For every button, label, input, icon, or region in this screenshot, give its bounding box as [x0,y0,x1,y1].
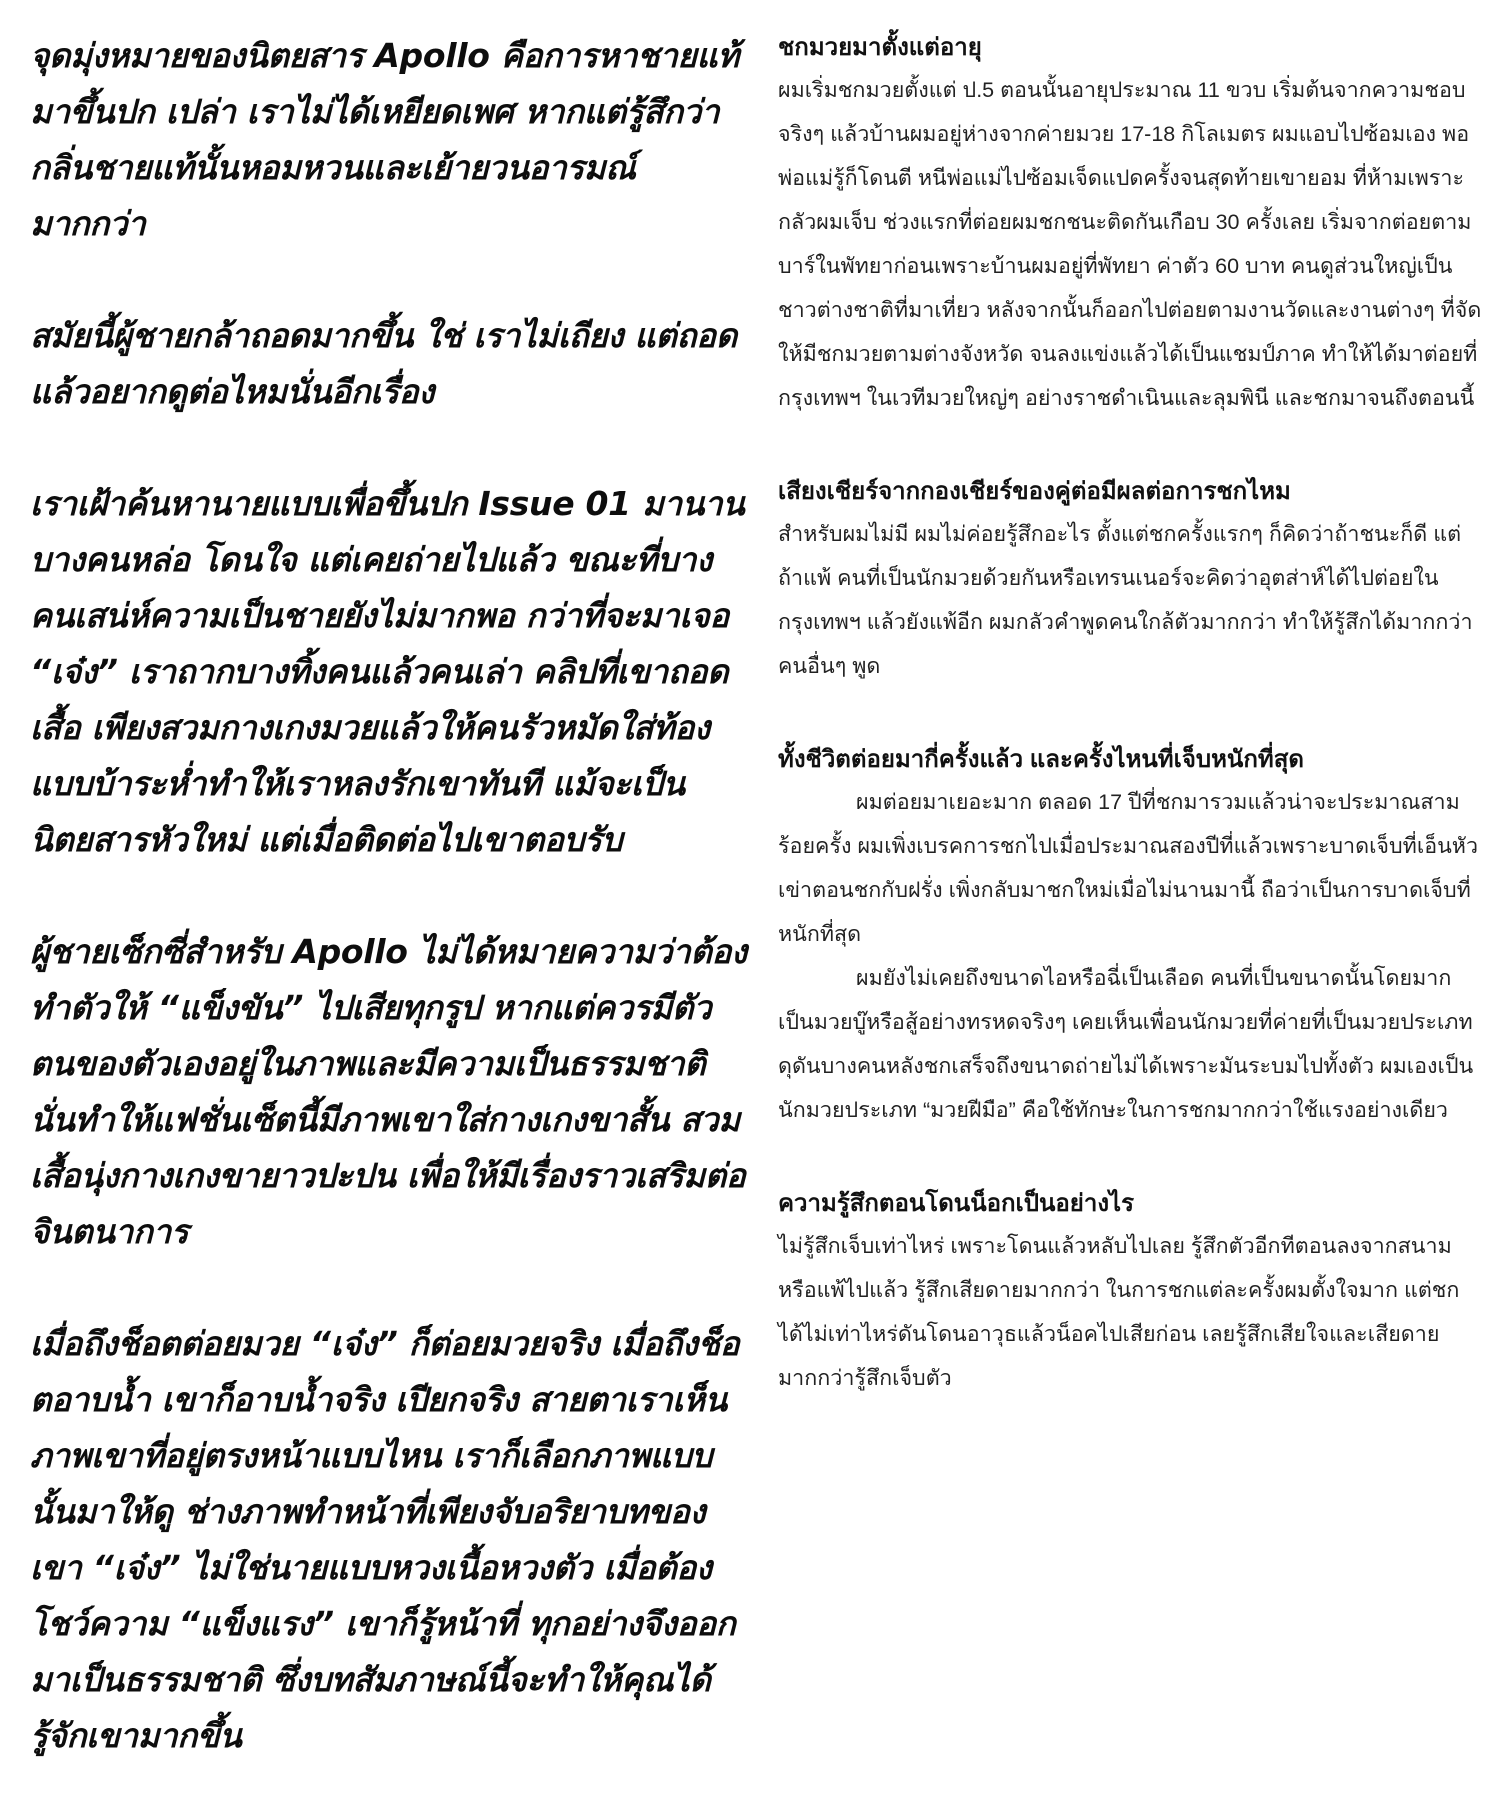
editorial-paragraph-1: จุดมุ่งหมายของนิตยสาร Apollo คือการหาชายแท้มาขึ้นปก เปล่า เราไม่ได้เหยียดเพศ หากแต่รู้สึกว่ากลิ่นชายแท้นั้นหอมหวนและเย้ายวนอารมณ์มากกว่า [30,36,739,243]
interview-answer: ผมต่อยมาเยอะมาก ตลอด 17 ปีที่ชกมารวมแล้วน่าจะประมาณสามร้อยครั้ง ผมเพิ่งเบรคการชกไปเมื่อประมาณสองปีที่แล้วเพราะบาดเจ็บที่เอ็นหัวเข่าตอนชกกับฝรั่ง เพิ่งกลับมาชกใหม่เมื่อไม่นานมานี้ ถือว่าเป็นการบาดเจ็บที่หนักที่สุด [778,790,1479,946]
interview-section-1 [778,28,1483,420]
interview-section-2 [778,472,1483,688]
editorial-column [30,28,750,1820]
interview-question: ชกมวยมาตั้งแต่อายุ [778,34,982,61]
interview-question: เสียงเชียร์จากกองเชียร์ของคู่ต่อมีผลต่อการชกไหม [778,478,1291,505]
editorial-paragraph-2: สมัยนี้ผู้ชายกล้าถอดมากขึ้น ใช่ เราไม่เถียง แต่ถอดแล้วอยากดูต่อไหมนั่นอีกเรื่อง [30,316,737,411]
interview-section-4 [778,1184,1483,1400]
interview-question: ความรู้สึกตอนโดนน็อกเป็นอย่างไร [778,1190,1135,1217]
interview-question: ทั้งชีวิตต่อยมากี่ครั้งแล้ว และครั้งไหนที่เจ็บหนักที่สุด [778,746,1304,773]
editorial-paragraph-3: เราเฝ้าค้นหานายแบบเพื่อขึ้นปก Issue 01 มานาน บางคนหล่อ โดนใจ แต่เคยถ่ายไปแล้ว ขณะที่บางคนเสน่ห์ความเป็นชายยังไม่มากพอ กว่าที่จะมาเจอ “เจ๋ง” เราถากบางทิ้งคนแล้วคนเล่า คลิปที่เขาถอดเสื้อ เพียงสวมกางเกงมวยแล้วให้คนรัวหมัดใส่ท้องแบบบ้าระห่ำทำให้เราหลงรักเขาทันที แม้จะเป็นนิตยสารหัวใหม่ แต่เมื่อติดต่อไปเขาตอบรับ [30,484,745,859]
interview-column [778,28,1483,1452]
editorial-paragraph-5: เมื่อถึงช็อตต่อยมวย “เจ๋ง” ก็ต่อยมวยจริง เมื่อถึงช็อตอาบน้ำ เขาก็อาบน้ำจริง เปียกจริง สายตาเราเห็นภาพเขาที่อยู่ตรงหน้าแบบไหน เราก็เลือกภาพแบบนั้นมาให้ดู ช่างภาพทำหน้าที่เพียงจับอริยาบทของเขา “เจ๋ง” ไม่ใช่นายแบบหวงเนื้อหวงตัว เมื่อต้องโชว์ความ “แข็งแรง” เขาก็รู้หน้าที่ ทุกอย่างจึงออกมาเป็นธรรมชาติ ซึ่งบทสัมภาษณ์นี้จะทำให้คุณได้รู้จักเขามากขึ้น [30,1324,740,1755]
interview-section-3 [778,740,1483,1132]
interview-answer: สำหรับผมไม่มี ผมไม่ค่อยรู้สึกอะไร ตั้งแต่ชกครั้งแรกๆ ก็คิดว่าถ้าชนะก็ดี แต่ถ้าแพ้ คนที่เป็นนักมวยด้วยกันหรือเทรนเนอร์จะคิดว่าอุตส่าห์ได้ไปต่อยในกรุงเทพฯ แล้วยังแพ้อีก ผมกลัวคำพูดคนใกล้ตัวมากกว่า ทำให้รู้สึกได้มากกว่าคนอื่นๆ พูด [778,522,1473,678]
interview-answer: ไม่รู้สึกเจ็บเท่าไหร่ เพราะโดนแล้วหลับไปเลย รู้สึกตัวอีกทีตอนลงจากสนามหรือแพ้ไปแล้ว รู้สึกเสียดายมากกว่า ในการชกแต่ละครั้งผมตั้งใจมาก แต่ชกได้ไม่เท่าไหร่ดันโดนอาวุธแล้วน็อคไปเสียก่อน เลยรู้สึกเสียใจและเสียดายมากกว่ารู้สึกเจ็บตัว [778,1234,1460,1390]
editorial-paragraph-4: ผู้ชายเซ็กซี่สำหรับ Apollo ไม่ได้หมายความว่าต้องทำตัวให้ “แข็งขัน” ไปเสียทุกรูป หากแต่ควรมีตัวตนของตัวเองอยู่ในภาพและมีความเป็นธรรมชาติ นั่นทำให้แฟชั่นเซ็ตนี้มีภาพเขาใส่กางเกงขาสั้น สวมเสื้อนุ่งกางเกงขายาวปะปน เพื่อให้มีเรื่องราวเสริมต่อจินตนาการ [30,932,747,1251]
interview-answer: ผมยังไม่เคยถึงขนาดไอหรือฉี่เป็นเลือด คนที่เป็นขนาดนั้นโดยมากเป็นมวยบู๊หรือสู้อย่างทรหดจริงๆ เคยเห็นเพื่อนนักมวยที่ค่ายที่เป็นมวยประเภทดุดันบางคนหลังชกเสร็จถึงขนาดถ่ายไม่ได้เพราะมันระบมไปทั้งตัว ผมเองเป็นนักมวยประเภท “มวยฝีมือ” คือใช้ทักษะในการชกมากกว่าใช้แรงอย่างเดียว [778,966,1474,1122]
interview-answer: ผมเริ่มชกมวยตั้งแต่ ป.5 ตอนนั้นอายุประมาณ 11 ขวบ เริ่มต้นจากความชอบ จริงๆ แล้วบ้านผมอยู่ห่างจากค่ายมวย 17-18 กิโลเมตร ผมแอบไปซ้อมเอง พอพ่อแม่รู้ก็โดนตี หนีพ่อแม่ไปซ้อมเจ็ดแปดครั้งจนสุดท้ายเขายอม ที่ห้ามเพราะกลัวผมเจ็บ ช่วงแรกที่ต่อยผมชกชนะติดกันเกือบ 30 ครั้งเลย เริ่มจากต่อยตามบาร์ในพัทยาก่อนเพราะบ้านผมอยู่ที่พัทยา ค่าตัว 60 บาท คนดูส่วนใหญ่เป็นชาวต่างชาติที่มาเที่ยว หลังจากนั้นก็ออกไปต่อยตามงานวัดและงานต่างๆ ที่จัดให้มีชกมวยตามต่างจังหวัด จนลงแข่งแล้วได้เป็นแชมป์ภาค ทำให้ได้มาต่อยที่กรุงเทพฯ ในเวทีมวยใหญ่ๆ อย่างราชดำเนินและลุมพินี และชกมาจนถึงตอนนี้ [778,78,1482,410]
